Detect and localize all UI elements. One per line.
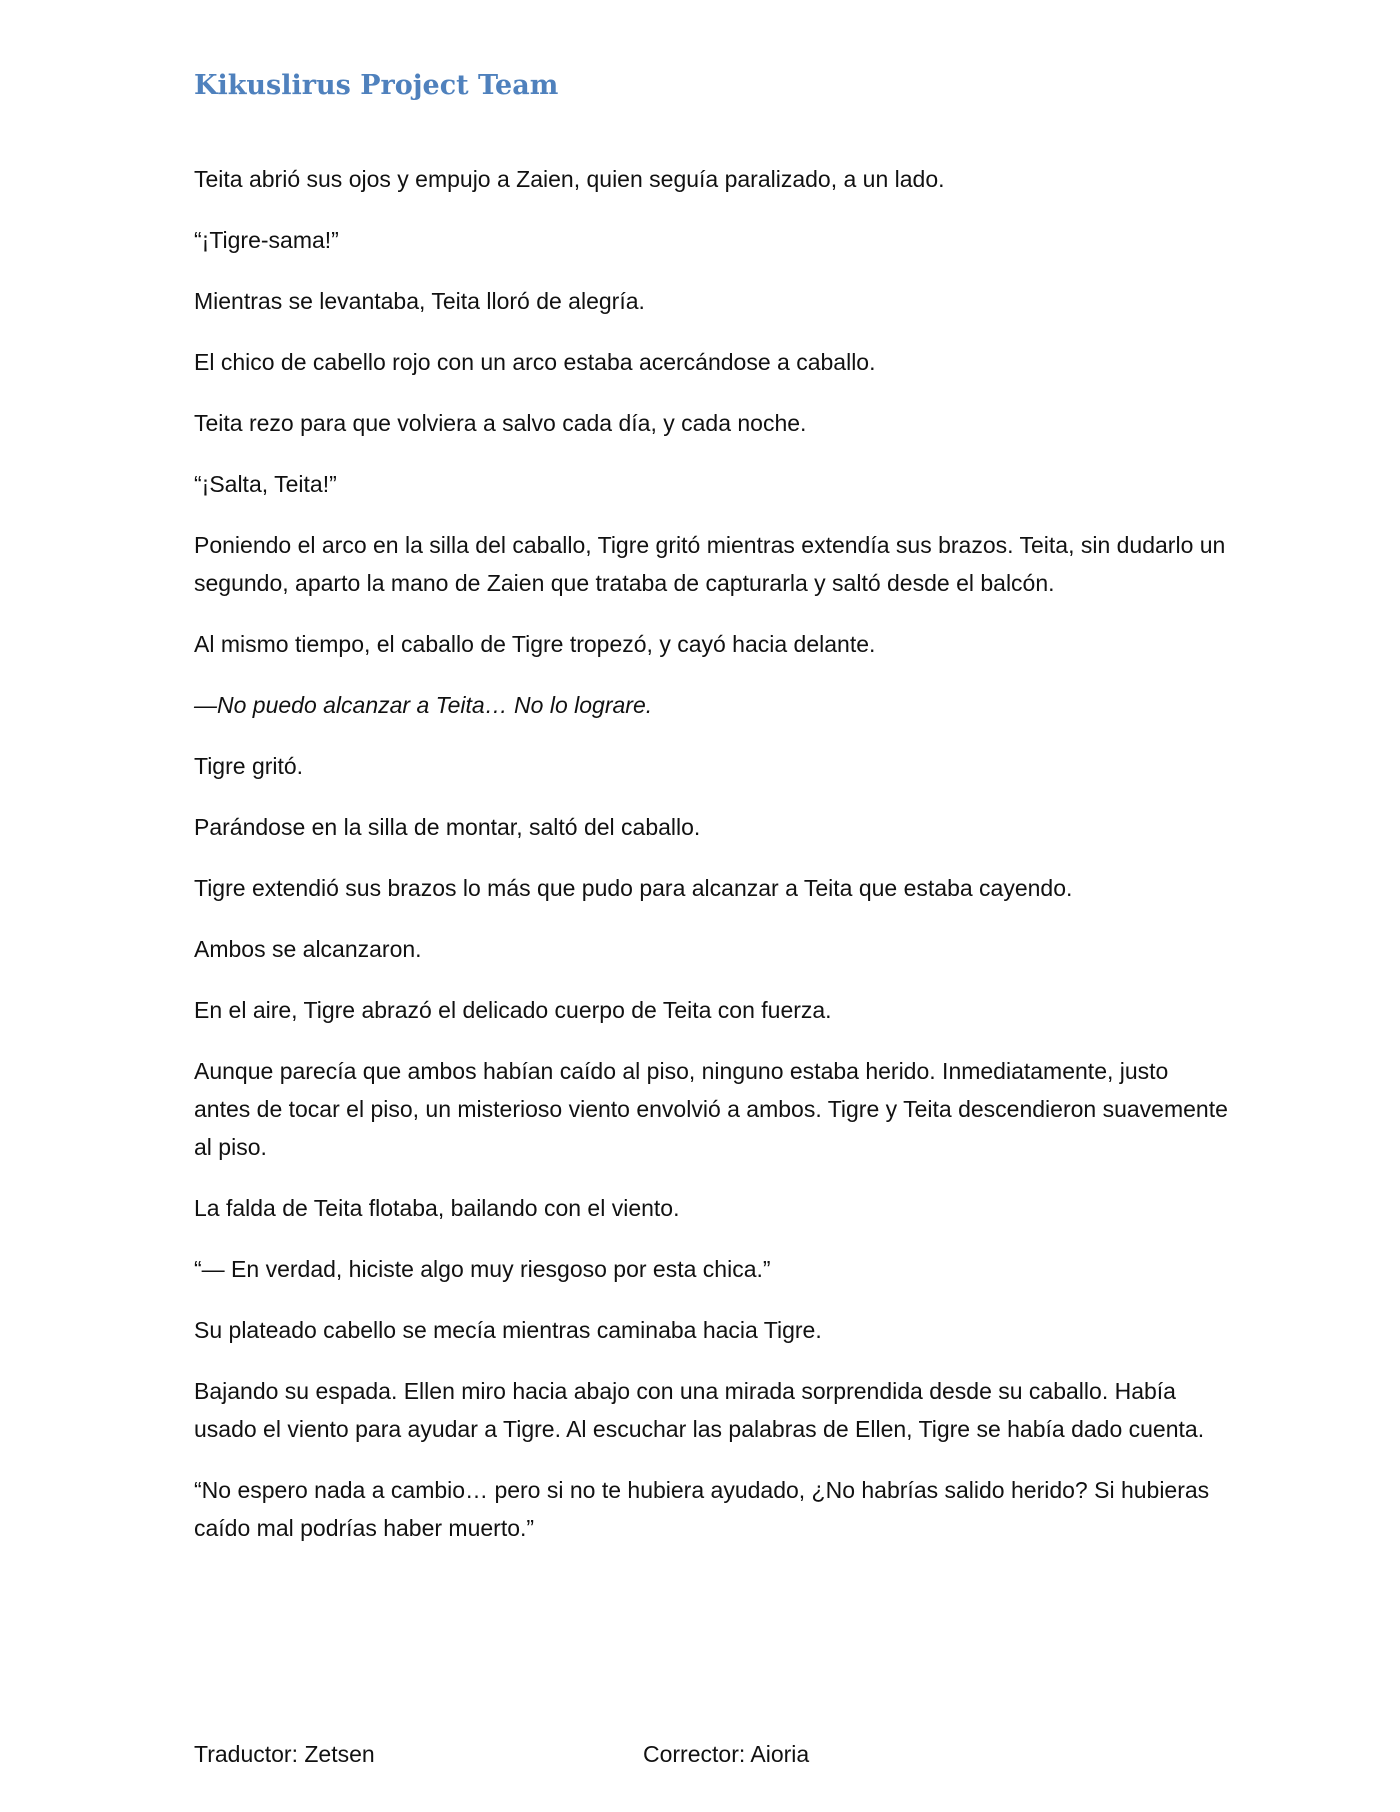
paragraph: Mientras se levantaba, Teita lloró de alegría. (194, 288, 645, 314)
paragraph: “No espero nada a cambio… pero si no te hubiera ayudado, ¿No habrías salido herido? Si hubieras caído mal podrías haber muerto.” (194, 1477, 1210, 1541)
paragraph: La falda de Teita flotaba, bailando con el viento. (194, 1195, 680, 1221)
paragraph: Aunque parecía que ambos habían caído al piso, ninguno estaba herido. Inmediatamente, justo antes de tocar el piso, un misterioso viento envolvió a ambos. Tigre y Teita descendieron suavemente al piso. (194, 1058, 1228, 1160)
paragraph: Parándose en la silla de montar, saltó del caballo. (194, 814, 701, 840)
paragraph: Tigre gritó. (194, 753, 304, 779)
page-footer (194, 1735, 1229, 1773)
translator-credit: Traductor: Zetsen (194, 1741, 375, 1767)
paragraph: “— En verdad, hiciste algo muy riesgoso por esta chica.” (194, 1256, 771, 1282)
corrector-credit: Corrector: Aioria (643, 1741, 810, 1767)
paragraph: Teita abrió sus ojos y empujo a Zaien, quien seguía paralizado, a un lado. (194, 166, 945, 192)
paragraph: Tigre extendió sus brazos lo más que pudo para alcanzar a Teita que estaba cayendo. (194, 875, 1073, 901)
paragraph: Poniendo el arco en la silla del caballo, Tigre gritó mientras extendía sus brazos. Teita, sin dudarlo un segundo, aparto la mano de Zaien que trataba de capturarla y saltó desde el balcón. (194, 532, 1226, 596)
header-title: Kikuslirus Project Team (194, 70, 559, 101)
paragraph: “¡Salta, Teita!” (194, 471, 337, 497)
paragraph: “¡Tigre-sama!” (194, 227, 339, 253)
paragraph: Al mismo tiempo, el caballo de Tigre tropezó, y cayó hacia delante. (194, 631, 876, 657)
paragraph: Ambos se alcanzaron. (194, 936, 422, 962)
paragraph: Su plateado cabello se mecía mientras caminaba hacia Tigre. (194, 1317, 822, 1343)
paragraph: Bajando su espada. Ellen miro hacia abajo con una mirada sorprendida desde su caballo. Había usado el viento para ayudar a Tigre. Al escuchar las palabras de Ellen, Tigre se había dado cuenta. (194, 1378, 1205, 1442)
paragraph: En el aire, Tigre abrazó el delicado cuerpo de Teita con fuerza. (194, 997, 832, 1023)
paragraph: Teita rezo para que volviera a salvo cada día, y cada noche. (194, 410, 807, 436)
paragraph: El chico de cabello rojo con un arco estaba acercándose a caballo. (194, 349, 876, 375)
document-body (194, 160, 1229, 1570)
paragraph-italic: —No puedo alcanzar a Teita… No lo lograre. (194, 692, 653, 718)
